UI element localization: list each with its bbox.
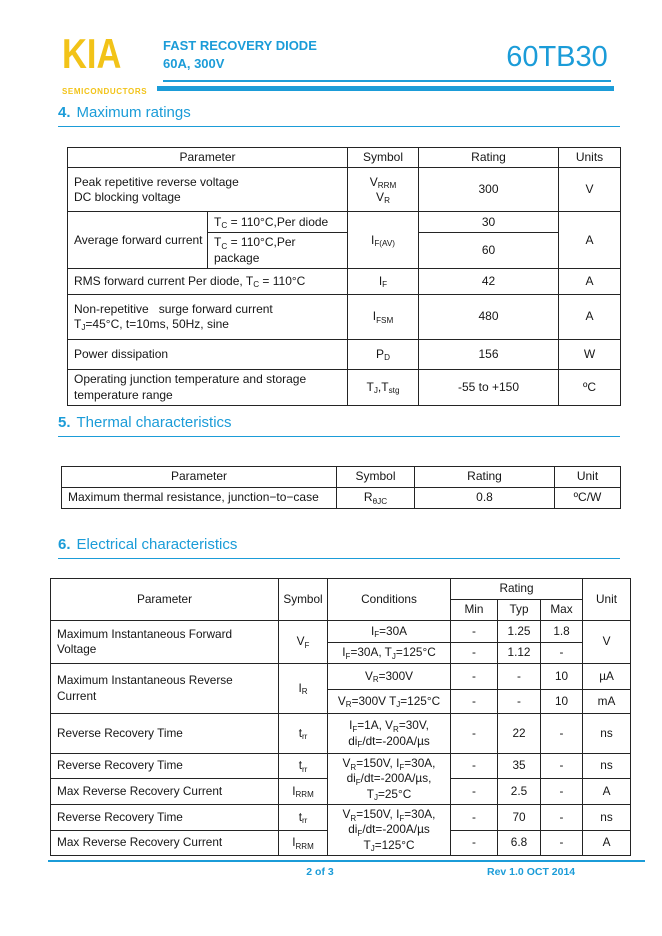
cell-max: 10	[541, 690, 583, 714]
column-header-rating: Rating	[419, 148, 559, 168]
section-heading-thermal-characteristics	[58, 414, 620, 437]
cell-unit: ns	[583, 805, 631, 831]
cell-conditions: $V_R=150V$, $I_F=30A$, $di_F/dt=-200A/\mu s$ $T_J=125^\circ C$	[328, 805, 451, 856]
column-header-parameter: Parameter	[51, 579, 279, 621]
table-row	[51, 714, 631, 754]
table-row	[68, 168, 621, 212]
cell-min: -	[451, 805, 498, 831]
table-row	[51, 805, 631, 831]
cell-symbol: $t_{rr}$	[279, 754, 328, 779]
brand-logo: KIA	[62, 30, 122, 77]
cell-conditions: $V_R=300V$	[328, 664, 451, 690]
cell-conditions: $I_F=30A$, $T_J=125^\circ C$	[328, 643, 451, 664]
section-number: 4.	[58, 104, 71, 121]
cell-rating: 42	[419, 269, 559, 295]
cell-symbol: $T_J,T_{stg}$	[348, 370, 419, 406]
section-title: Maximum ratings	[76, 104, 191, 121]
cell-min: -	[451, 754, 498, 779]
cell-units: V	[559, 168, 621, 212]
cell-typ: 1.12	[498, 643, 541, 664]
cell-unit: V	[583, 621, 631, 664]
part-number: 60TB30	[506, 41, 608, 73]
cell-units: ºC	[559, 370, 621, 406]
table-row	[68, 212, 621, 233]
cell-rating: 60	[419, 233, 559, 269]
section-heading-maximum-ratings	[58, 104, 620, 127]
column-header-min: Min	[451, 600, 498, 621]
cell-parameter: Operating junction temperature and storage temperature range	[68, 370, 348, 406]
cell-units: W	[559, 340, 621, 370]
table-header-row	[62, 467, 621, 488]
header-rule-thin	[163, 80, 611, 82]
cell-conditions: $V_R=150V$, $I_F=30A$, $di_F/dt=-200A/\mu s$, $T_J=25^\circ C$	[328, 754, 451, 805]
column-header-typ: Typ	[498, 600, 541, 621]
column-header-rating: Rating	[451, 579, 583, 600]
cell-parameter: Maximum thermal resistance, junction−to−case	[62, 488, 337, 509]
footer-rule	[48, 860, 645, 862]
cell-typ: 2.5	[498, 779, 541, 805]
cell-rating: 0.8	[415, 488, 555, 509]
column-header-conditions: Conditions	[328, 579, 451, 621]
cell-conditions: $V_R=300V$ $T_J=125^\circ C$	[328, 690, 451, 714]
cell-unit: A	[583, 779, 631, 805]
cell-max: -	[541, 754, 583, 779]
cell-symbol: $R_{\theta JC}$	[337, 488, 415, 509]
cell-typ: 6.8	[498, 831, 541, 856]
cell-max: -	[541, 805, 583, 831]
electrical-characteristics-table	[50, 578, 631, 856]
table-row	[51, 664, 631, 690]
cell-units: A	[559, 269, 621, 295]
cell-max: -	[541, 643, 583, 664]
cell-typ: 70	[498, 805, 541, 831]
cell-units: A	[559, 212, 621, 269]
cell-symbol: $I_R$	[279, 664, 328, 714]
column-header-symbol: Symbol	[337, 467, 415, 488]
cell-conditions: $I_F=30A$	[328, 621, 451, 643]
cell-min: -	[451, 831, 498, 856]
cell-typ: -	[498, 664, 541, 690]
cell-rating: 480	[419, 295, 559, 340]
cell-symbol: $I_{RRM}$	[279, 779, 328, 805]
cell-parameter: Average forward current	[68, 212, 208, 269]
column-header-parameter: Parameter	[68, 148, 348, 168]
cell-max: 10	[541, 664, 583, 690]
cell-typ: 22	[498, 714, 541, 754]
cell-parameter: RMS forward current Per diode, $T_C = 110^\circ C$	[68, 269, 348, 295]
cell-min: -	[451, 643, 498, 664]
product-title: FAST RECOVERY DIODE	[163, 38, 317, 53]
cell-symbol: $t_{rr}$	[279, 714, 328, 754]
cell-symbol: $I_{F(AV)}$	[348, 212, 419, 269]
cell-rating: -55 to +150	[419, 370, 559, 406]
cell-min: -	[451, 714, 498, 754]
cell-parameter: Max Reverse Recovery Current	[51, 779, 279, 805]
cell-rating: 156	[419, 340, 559, 370]
cell-parameter: Maximum Instantaneous Forward Voltage	[51, 621, 279, 664]
table-row	[51, 754, 631, 779]
cell-max: 1.8	[541, 621, 583, 643]
column-header-unit: Unit	[555, 467, 621, 488]
maximum-ratings-table	[67, 147, 621, 406]
cell-symbol: $P_D$	[348, 340, 419, 370]
table-header-row	[68, 148, 621, 168]
cell-unit: mA	[583, 690, 631, 714]
table-row	[68, 340, 621, 370]
column-header-rating: Rating	[415, 467, 555, 488]
cell-conditions: $I_F=1A$, $V_R=30V$, $di_F/dt=-200A/\mu s$	[328, 714, 451, 754]
thermal-characteristics-table	[61, 466, 621, 509]
section-title: Thermal characteristics	[76, 414, 232, 431]
cell-typ: 35	[498, 754, 541, 779]
cell-parameter: Peak repetitive reverse voltage DC blocking voltage	[68, 168, 348, 212]
cell-symbol: $t_{rr}$	[279, 805, 328, 831]
column-header-unit: Unit	[583, 579, 631, 621]
cell-min: -	[451, 779, 498, 805]
cell-min: -	[451, 690, 498, 714]
cell-parameter: Non-repetitive surge forward current $T_J=45^\circ C$, t=10ms, 50Hz, sine	[68, 295, 348, 340]
cell-unit: ns	[583, 754, 631, 779]
footer-revision: Rev 1.0 OCT 2014	[487, 866, 576, 878]
cell-parameter: Reverse Recovery Time	[51, 714, 279, 754]
column-header-symbol: Symbol	[279, 579, 328, 621]
cell-rating: 30	[419, 212, 559, 233]
cell-typ: -	[498, 690, 541, 714]
cell-parameter: Maximum Instantaneous Reverse Current	[51, 664, 279, 714]
cell-parameter: Power dissipation	[68, 340, 348, 370]
cell-condition: $T_C = 110^\circ C,Per$ diode	[208, 212, 348, 233]
cell-parameter: Reverse Recovery Time	[51, 805, 279, 831]
section-number: 5.	[58, 414, 71, 431]
cell-unit: ºC/W	[555, 488, 621, 509]
table-header-row	[51, 579, 631, 600]
cell-min: -	[451, 664, 498, 690]
cell-condition: $T_C = 110^\circ C,Per$ package	[208, 233, 348, 269]
column-header-max: Max	[541, 600, 583, 621]
cell-typ: 1.25	[498, 621, 541, 643]
table-row	[68, 295, 621, 340]
cell-unit: µA	[583, 664, 631, 690]
section-title: Electrical characteristics	[76, 536, 238, 553]
cell-symbol: $I_{RRM}$	[279, 831, 328, 856]
cell-max: -	[541, 714, 583, 754]
cell-max: -	[541, 831, 583, 856]
cell-symbol: $V_F$	[279, 621, 328, 664]
brand-subtitle: SEMICONDUCTORS	[62, 87, 148, 96]
cell-symbol: $V_{RRM}$ $V_R$	[348, 168, 419, 212]
header-rule-thick	[157, 86, 614, 91]
footer-page-number: 2 of 3	[306, 866, 334, 878]
table-row	[68, 370, 621, 406]
table-row	[68, 269, 621, 295]
section-heading-electrical-characteristics	[58, 536, 620, 559]
cell-unit: A	[583, 831, 631, 856]
cell-max: -	[541, 779, 583, 805]
column-header-parameter: Parameter	[62, 467, 337, 488]
cell-parameter: Max Reverse Recovery Current	[51, 831, 279, 856]
cell-parameter: Reverse Recovery Time	[51, 754, 279, 779]
cell-unit: ns	[583, 714, 631, 754]
column-header-symbol: Symbol	[348, 148, 419, 168]
product-spec: 60A, 300V	[163, 56, 225, 71]
cell-min: -	[451, 621, 498, 643]
cell-units: A	[559, 295, 621, 340]
cell-rating: 300	[419, 168, 559, 212]
column-header-units: Units	[559, 148, 621, 168]
cell-symbol: $I_{FSM}$	[348, 295, 419, 340]
table-row	[62, 488, 621, 509]
section-number: 6.	[58, 536, 71, 553]
table-row	[51, 621, 631, 643]
cell-symbol: $I_F$	[348, 269, 419, 295]
